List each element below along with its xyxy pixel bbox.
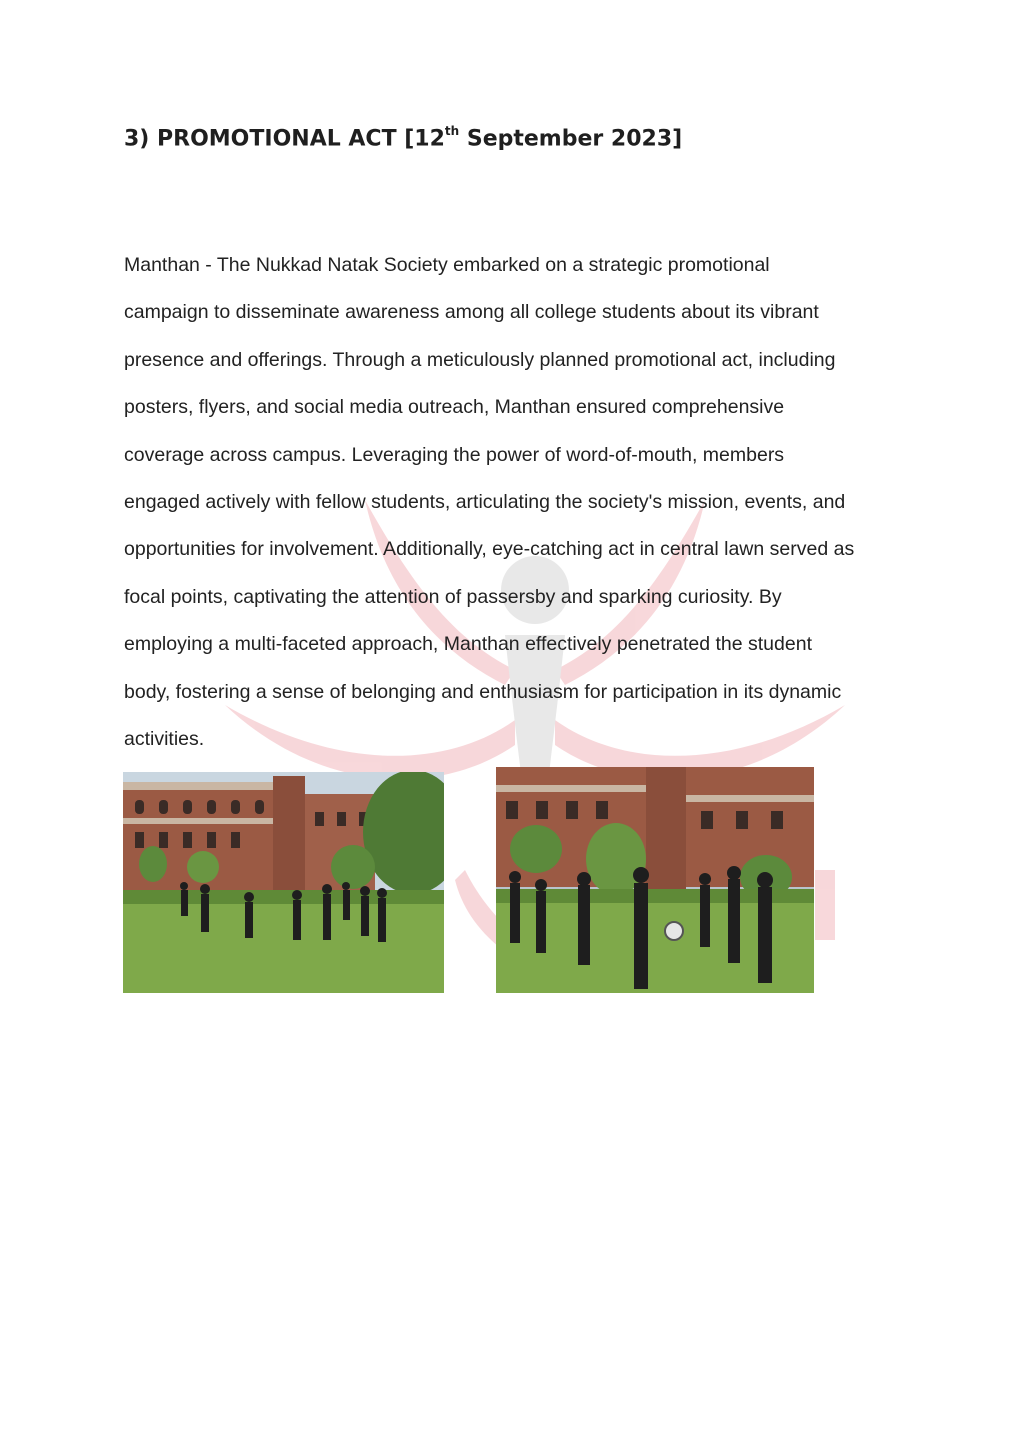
body-paragraph (124, 242, 914, 763)
paragraph-line: opportunities for involvement. Additionally, eye-catching act in central lawn served as (124, 538, 855, 561)
paragraph-line: body, fostering a sense of belonging and enthusiasm for participation in its dynamic (124, 680, 842, 703)
paragraph-line: activities. (124, 728, 205, 751)
heading-suffix: September 2023] (459, 126, 683, 152)
paragraph-line: engaged actively with fellow students, articulating the society's mission, events, and (124, 491, 846, 514)
paragraph-line: campaign to disseminate awareness among all college students about its vibrant (124, 301, 819, 324)
paragraph-line: coverage across campus. Leveraging the power of word-of-mouth, members (124, 443, 785, 466)
paragraph-line: presence and offerings. Through a meticulously planned promotional act, including (124, 348, 836, 371)
paragraph-line: Manthan - The Nukkad Natak Society embarked on a strategic promotional (124, 254, 770, 276)
paragraph-line: posters, flyers, and social media outreach, Manthan ensured comprehensive (124, 396, 785, 419)
heading-superscript: th (444, 124, 460, 138)
lawn-performance-photo-right (496, 767, 814, 993)
lawn-performance-photo-left (123, 772, 444, 993)
section-heading (124, 126, 682, 151)
paragraph-line: employing a multi-faceted approach, Manthan effectively penetrated the student (124, 633, 812, 656)
paragraph-line: focal points, captivating the attention of passersby and sparking curiosity. By (124, 585, 782, 608)
heading-prefix: 3) PROMOTIONAL ACT [12 (124, 126, 445, 152)
